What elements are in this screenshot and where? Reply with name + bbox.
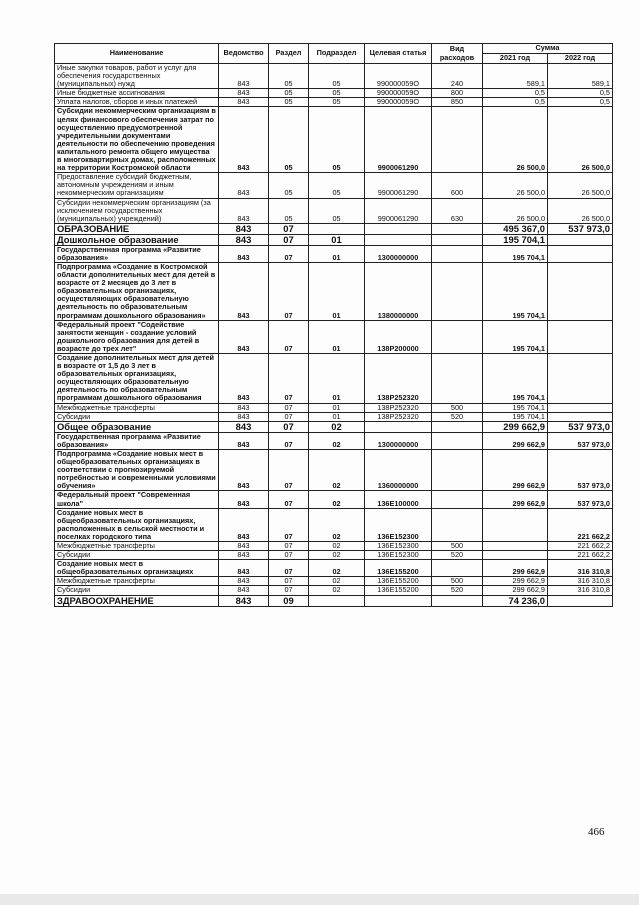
cell-vedomstvo: 843 [219, 412, 269, 421]
cell-2022: 589,1 [548, 64, 613, 89]
cell-2021 [483, 551, 548, 560]
scan-edge [0, 894, 639, 905]
cell-vid [432, 491, 483, 508]
cell-vid: 500 [432, 541, 483, 550]
cell-vid: 500 [432, 403, 483, 412]
cell-razdel: 07 [269, 354, 309, 404]
cell-2021: 299 662,9 [483, 421, 548, 432]
cell-razdel: 05 [269, 198, 309, 223]
cell-podrazdel: 01 [309, 262, 365, 320]
cell-vedomstvo: 843 [219, 98, 269, 107]
cell-razdel: 05 [269, 64, 309, 89]
header-vid: Вид расходов [432, 44, 483, 64]
cell-razdel: 07 [269, 403, 309, 412]
cell-2022: 316 310,8 [548, 560, 613, 577]
cell-2021: 299 662,9 [483, 586, 548, 595]
cell-vid: 850 [432, 98, 483, 107]
cell-vid: 520 [432, 412, 483, 421]
cell-razdel: 07 [269, 449, 309, 490]
table-header-row [55, 44, 613, 54]
cell-name: Подпрограмма «Создание новых мест в общеобразовательных организациях в соответствии с прогнозируемой потребностью и современными условиями обучения» [55, 449, 219, 490]
cell-vedomstvo: 843 [219, 595, 269, 606]
header-vedomstvo: Ведомство [219, 44, 269, 64]
table-row [55, 560, 613, 577]
cell-podrazdel: 02 [309, 491, 365, 508]
cell-target: 136E152300 [365, 551, 432, 560]
cell-vedomstvo: 843 [219, 223, 269, 234]
cell-vid [432, 560, 483, 577]
cell-2021: 299 662,9 [483, 432, 548, 449]
cell-target [365, 223, 432, 234]
cell-target: 990000059О [365, 64, 432, 89]
cell-name: Дошкольное образование [55, 234, 219, 245]
cell-podrazdel: 01 [309, 403, 365, 412]
header-year-2022: 2022 год [548, 54, 613, 64]
table-row [55, 245, 613, 262]
cell-2022 [548, 234, 613, 245]
cell-target [365, 234, 432, 245]
cell-podrazdel: 02 [309, 432, 365, 449]
table-row [55, 262, 613, 320]
cell-target: 138P252320 [365, 412, 432, 421]
table-row [55, 403, 613, 412]
cell-vid: 500 [432, 577, 483, 586]
cell-vedomstvo: 843 [219, 234, 269, 245]
cell-2021: 299 662,9 [483, 577, 548, 586]
cell-podrazdel: 02 [309, 541, 365, 550]
cell-name: Создание дополнительных мест для детей в возрасте от 1,5 до 3 лет в образовательных организациях, осуществляющих образовательную деятельность по образовательным программам дошкольного образования [55, 354, 219, 404]
cell-razdel: 09 [269, 595, 309, 606]
cell-2022: 537 973,0 [548, 421, 613, 432]
table-row [55, 89, 613, 98]
cell-2022: 537 973,0 [548, 432, 613, 449]
cell-2021: 195 704,1 [483, 234, 548, 245]
cell-target: 9900061290 [365, 198, 432, 223]
cell-name: ЗДРАВООХРАНЕНИЕ [55, 595, 219, 606]
cell-2022 [548, 595, 613, 606]
cell-razdel: 07 [269, 245, 309, 262]
cell-2021: 299 662,9 [483, 449, 548, 490]
cell-vid [432, 421, 483, 432]
cell-target: 1300000000 [365, 432, 432, 449]
cell-vid: 800 [432, 89, 483, 98]
cell-name: Создание новых мест в общеобразовательных организациях [55, 560, 219, 577]
table-row [55, 173, 613, 198]
cell-2021: 0,5 [483, 98, 548, 107]
cell-target: 990000059О [365, 89, 432, 98]
cell-podrazdel: 02 [309, 560, 365, 577]
cell-2021: 195 704,1 [483, 320, 548, 353]
cell-vid [432, 432, 483, 449]
cell-name: Субсидии [55, 551, 219, 560]
cell-vedomstvo: 843 [219, 586, 269, 595]
cell-vid: 240 [432, 64, 483, 89]
cell-vedomstvo: 843 [219, 541, 269, 550]
cell-name: ОБРАЗОВАНИЕ [55, 223, 219, 234]
cell-vid [432, 595, 483, 606]
table-row [55, 449, 613, 490]
cell-2022: 537 973,0 [548, 491, 613, 508]
cell-vid [432, 262, 483, 320]
cell-podrazdel: 05 [309, 173, 365, 198]
cell-2022 [548, 412, 613, 421]
cell-target [365, 595, 432, 606]
cell-2021: 299 662,9 [483, 560, 548, 577]
cell-2021: 195 704,1 [483, 403, 548, 412]
cell-razdel: 05 [269, 89, 309, 98]
cell-vedomstvo: 843 [219, 432, 269, 449]
cell-vedomstvo: 843 [219, 89, 269, 98]
cell-2021: 299 662,9 [483, 491, 548, 508]
cell-target: 136E100000 [365, 491, 432, 508]
cell-2021: 195 704,1 [483, 354, 548, 404]
table-row [55, 223, 613, 234]
cell-razdel: 07 [269, 508, 309, 541]
table-row [55, 320, 613, 353]
cell-podrazdel [309, 223, 365, 234]
cell-name: Субсидии некоммерческим организациям (за исключением государственных (муниципальных) учреждений) [55, 198, 219, 223]
cell-razdel: 07 [269, 551, 309, 560]
cell-podrazdel: 05 [309, 107, 365, 173]
cell-2022: 26 500,0 [548, 173, 613, 198]
cell-razdel: 07 [269, 412, 309, 421]
header-target: Целевая статья [365, 44, 432, 64]
cell-vid [432, 234, 483, 245]
cell-vedomstvo: 843 [219, 508, 269, 541]
cell-name: Федеральный проект "Содействие занятости женщин - создание условий дошкольного образования для детей в возрасте до трех лет" [55, 320, 219, 353]
table-row [55, 198, 613, 223]
cell-name: Межбюджетные трансферты [55, 541, 219, 550]
cell-podrazdel: 01 [309, 354, 365, 404]
cell-razdel: 07 [269, 432, 309, 449]
cell-vid [432, 245, 483, 262]
cell-vedomstvo: 843 [219, 107, 269, 173]
cell-2022: 0,5 [548, 89, 613, 98]
cell-name: Субсидии [55, 586, 219, 595]
cell-2021 [483, 541, 548, 550]
cell-vedomstvo: 843 [219, 320, 269, 353]
cell-razdel: 05 [269, 173, 309, 198]
cell-podrazdel: 02 [309, 421, 365, 432]
cell-vid: 520 [432, 551, 483, 560]
cell-target: 1380000000 [365, 262, 432, 320]
table-row [55, 234, 613, 245]
cell-razdel: 07 [269, 262, 309, 320]
cell-vid: 600 [432, 173, 483, 198]
cell-vedomstvo: 843 [219, 577, 269, 586]
table-row [55, 541, 613, 550]
cell-2022 [548, 354, 613, 404]
cell-podrazdel: 05 [309, 89, 365, 98]
page-number: 466 [588, 826, 605, 838]
cell-podrazdel: 05 [309, 198, 365, 223]
cell-target: 9900061290 [365, 173, 432, 198]
cell-podrazdel: 05 [309, 98, 365, 107]
table-row [55, 432, 613, 449]
cell-razdel: 07 [269, 421, 309, 432]
cell-2021: 195 704,1 [483, 245, 548, 262]
cell-razdel: 07 [269, 223, 309, 234]
cell-name: Создание новых мест в общеобразовательных организациях, расположенных в сельской местности и поселках городского типа [55, 508, 219, 541]
cell-vid [432, 354, 483, 404]
cell-podrazdel: 02 [309, 449, 365, 490]
cell-target: 136E155200 [365, 577, 432, 586]
cell-razdel: 07 [269, 586, 309, 595]
cell-name: Общее образование [55, 421, 219, 432]
cell-razdel: 05 [269, 98, 309, 107]
cell-podrazdel: 01 [309, 234, 365, 245]
cell-vid: 520 [432, 586, 483, 595]
cell-2022 [548, 262, 613, 320]
table-row [55, 551, 613, 560]
cell-razdel: 07 [269, 560, 309, 577]
cell-podrazdel [309, 595, 365, 606]
table-row [55, 107, 613, 173]
cell-2022 [548, 320, 613, 353]
header-name: Наименование [55, 44, 219, 64]
cell-podrazdel: 02 [309, 577, 365, 586]
cell-2021: 26 500,0 [483, 198, 548, 223]
cell-name: Межбюджетные трансферты [55, 577, 219, 586]
table-row [55, 491, 613, 508]
table-row [55, 586, 613, 595]
cell-podrazdel: 01 [309, 245, 365, 262]
table-body [55, 64, 613, 607]
cell-target: 136E152300 [365, 541, 432, 550]
cell-2021: 0,5 [483, 89, 548, 98]
cell-2022 [548, 403, 613, 412]
cell-2022: 221 662,2 [548, 508, 613, 541]
table-row [55, 412, 613, 421]
cell-vedomstvo: 843 [219, 560, 269, 577]
cell-2021: 26 500,0 [483, 107, 548, 173]
cell-razdel: 07 [269, 541, 309, 550]
cell-2021: 495 367,0 [483, 223, 548, 234]
cell-vedomstvo: 843 [219, 551, 269, 560]
cell-podrazdel: 01 [309, 412, 365, 421]
cell-razdel: 07 [269, 320, 309, 353]
cell-target: 138P252320 [365, 354, 432, 404]
cell-name: Федеральный проект "Современная школа" [55, 491, 219, 508]
cell-vedomstvo: 843 [219, 173, 269, 198]
header-year-2021: 2021 год [483, 54, 548, 64]
cell-vid [432, 449, 483, 490]
cell-podrazdel: 05 [309, 64, 365, 89]
cell-vedomstvo: 843 [219, 198, 269, 223]
cell-vedomstvo: 843 [219, 403, 269, 412]
cell-vid [432, 107, 483, 173]
header-podrazdel: Подраздел [309, 44, 365, 64]
cell-2022: 0,5 [548, 98, 613, 107]
header-summa: Сумма [483, 44, 613, 54]
cell-vedomstvo: 843 [219, 421, 269, 432]
cell-podrazdel: 02 [309, 508, 365, 541]
cell-podrazdel: 02 [309, 551, 365, 560]
cell-2022: 221 662,2 [548, 551, 613, 560]
cell-vedomstvo: 843 [219, 245, 269, 262]
cell-vid [432, 320, 483, 353]
cell-podrazdel: 02 [309, 586, 365, 595]
cell-razdel: 05 [269, 107, 309, 173]
cell-2022 [548, 245, 613, 262]
cell-vid [432, 508, 483, 541]
table-row [55, 595, 613, 606]
header-razdel: Раздел [269, 44, 309, 64]
table-row [55, 577, 613, 586]
cell-target: 138P252320 [365, 403, 432, 412]
cell-vedomstvo: 843 [219, 262, 269, 320]
cell-2022: 26 500,0 [548, 198, 613, 223]
cell-name: Государственная программа «Развитие образования» [55, 432, 219, 449]
cell-2021: 26 500,0 [483, 173, 548, 198]
table-row [55, 354, 613, 404]
cell-vedomstvo: 843 [219, 354, 269, 404]
cell-2021: 195 704,1 [483, 412, 548, 421]
cell-target: 136E152300 [365, 508, 432, 541]
cell-name: Субсидии [55, 412, 219, 421]
cell-2021: 589,1 [483, 64, 548, 89]
cell-target: 136E155200 [365, 560, 432, 577]
cell-name: Государственная программа «Развитие образования» [55, 245, 219, 262]
cell-target: 9900061290 [365, 107, 432, 173]
cell-name: Субсидии некоммерческим организациям в целях финансового обеспечения затрат по осуществлению предусмотренной учредительными документами деятельности по обеспечению проведения капитального ремонта общего имущества в многоквартирных домах, расположенных на территории Костромской области [55, 107, 219, 173]
cell-name: Предоставление субсидий бюджетным, автономным учреждениям и иным некоммерческим организациям [55, 173, 219, 198]
cell-2022: 537 973,0 [548, 223, 613, 234]
cell-target: 136E155200 [365, 586, 432, 595]
cell-2022: 26 500,0 [548, 107, 613, 173]
cell-razdel: 07 [269, 491, 309, 508]
table-row [55, 64, 613, 89]
cell-name: Иные закупки товаров, работ и услуг для обеспечения государственных (муниципальных) нужд [55, 64, 219, 89]
cell-podrazdel: 01 [309, 320, 365, 353]
cell-vedomstvo: 843 [219, 491, 269, 508]
table-row [55, 98, 613, 107]
cell-name: Уплата налогов, сборов и иных платежей [55, 98, 219, 107]
cell-2022: 316 310,8 [548, 586, 613, 595]
cell-name: Иные бюджетные ассигнования [55, 89, 219, 98]
cell-target: 138P200000 [365, 320, 432, 353]
cell-vedomstvo: 843 [219, 449, 269, 490]
cell-razdel: 07 [269, 234, 309, 245]
cell-name: Межбюджетные трансферты [55, 403, 219, 412]
cell-target: 1300000000 [365, 245, 432, 262]
cell-2021: 195 704,1 [483, 262, 548, 320]
cell-razdel: 07 [269, 577, 309, 586]
cell-2022: 316 310,8 [548, 577, 613, 586]
cell-2021: 74 236,0 [483, 595, 548, 606]
table-row [55, 421, 613, 432]
cell-name: Подпрограмма «Создание в Костромской области дополнительных мест для детей в возрасте от 2 месяцев до 3 лет в образовательных организациях, осуществляющих образовательную деятельность по образовательным программам дошкольного образования» [55, 262, 219, 320]
cell-2022: 537 973,0 [548, 449, 613, 490]
cell-2021 [483, 508, 548, 541]
cell-target [365, 421, 432, 432]
cell-target: 1360000000 [365, 449, 432, 490]
cell-vid: 630 [432, 198, 483, 223]
cell-vid [432, 223, 483, 234]
cell-2022: 221 662,2 [548, 541, 613, 550]
cell-target: 990000059О [365, 98, 432, 107]
table-row [55, 508, 613, 541]
cell-vedomstvo: 843 [219, 64, 269, 89]
budget-table [54, 43, 613, 607]
